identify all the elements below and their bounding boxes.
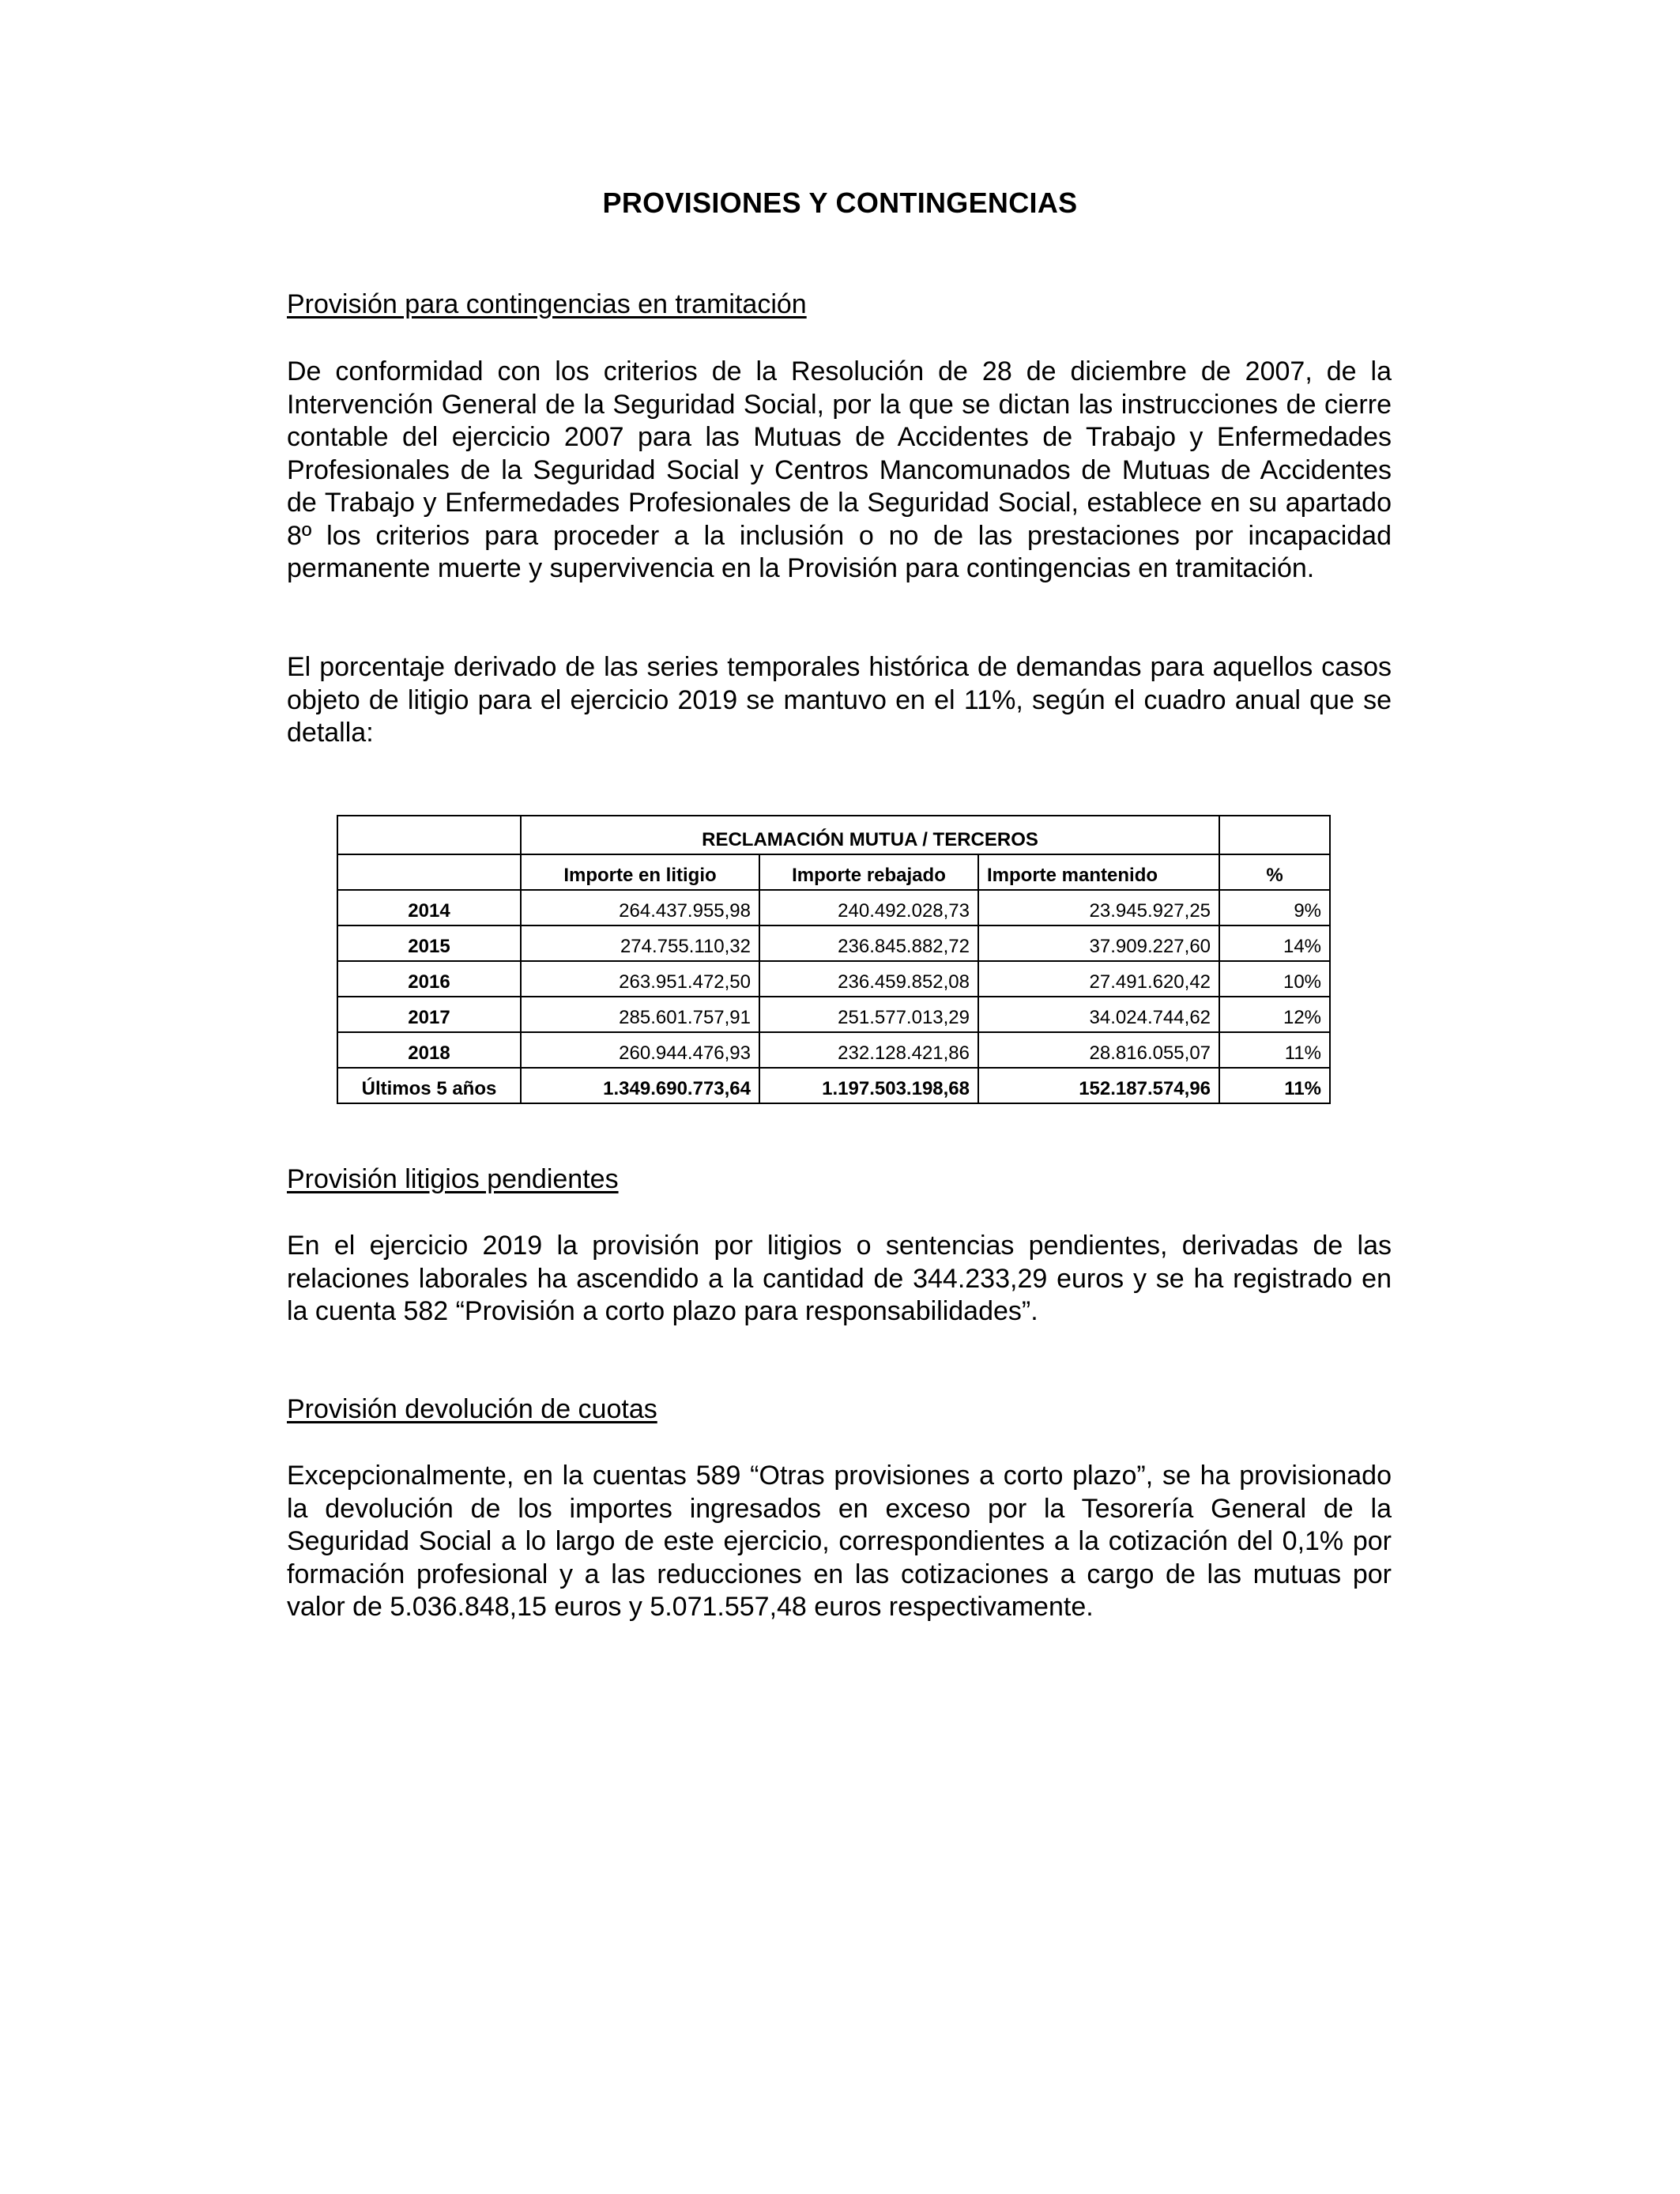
table-row bbox=[337, 1032, 1330, 1068]
section-heading-devolucion: Provisión devolución de cuotas bbox=[287, 1394, 657, 1424]
total-litigio: 1.349.690.773,64 bbox=[521, 1068, 759, 1103]
total-label: Últimos 5 años bbox=[337, 1068, 521, 1103]
cell-mantenido: 28.816.055,07 bbox=[978, 1032, 1219, 1068]
total-rebajado: 1.197.503.198,68 bbox=[759, 1068, 978, 1103]
cell-litigio: 264.437.955,98 bbox=[521, 890, 759, 925]
cell-mantenido: 37.909.227,60 bbox=[978, 925, 1219, 961]
cell-percent: 14% bbox=[1219, 925, 1330, 961]
cell-rebajado: 251.577.013,29 bbox=[759, 997, 978, 1032]
cell-litigio: 263.951.472,50 bbox=[521, 961, 759, 997]
table-row bbox=[337, 961, 1330, 997]
paragraph-litigios: En el ejercicio 2019 la provisión por litigios o sentencias pendientes, derivadas de las relaciones laborales ha ascendido a la cantidad de 344.233,29 euros y se ha registrado en la cuenta 582 “Provisión a corto plazo para responsabilidades”. bbox=[287, 1231, 1392, 1326]
cell-rebajado: 240.492.028,73 bbox=[759, 890, 978, 925]
row-year: 2014 bbox=[337, 890, 521, 925]
column-header-rebajado: Importe rebajado bbox=[759, 854, 978, 890]
cell-rebajado: 236.845.882,72 bbox=[759, 925, 978, 961]
cell-percent: 11% bbox=[1219, 1032, 1330, 1068]
reclamacion-table bbox=[337, 815, 1331, 1104]
table-empty-cell bbox=[1219, 816, 1330, 854]
total-mantenido: 152.187.574,96 bbox=[978, 1068, 1219, 1103]
table-column-header-row bbox=[337, 854, 1330, 890]
section-heading-contingencias: Provisión para contingencias en tramitación bbox=[287, 289, 807, 319]
table-row bbox=[337, 890, 1330, 925]
cell-litigio: 260.944.476,93 bbox=[521, 1032, 759, 1068]
table-corner-cell bbox=[337, 816, 521, 854]
cell-litigio: 285.601.757,91 bbox=[521, 997, 759, 1032]
row-year: 2017 bbox=[337, 997, 521, 1032]
column-header-litigio: Importe en litigio bbox=[521, 854, 759, 890]
row-year: 2016 bbox=[337, 961, 521, 997]
cell-litigio: 274.755.110,32 bbox=[521, 925, 759, 961]
group-header: RECLAMACIÓN MUTUA / TERCEROS bbox=[521, 816, 1219, 854]
cell-rebajado: 236.459.852,08 bbox=[759, 961, 978, 997]
paragraph-resolucion: De conformidad con los criterios de la Resolución de 28 de diciembre de 2007, de la Intervención General de la Seguridad Social, por la que se dictan las instrucciones de cierre contable del ejercicio 2007 para las Mutuas de Accidentes de Trabajo y Enfermedades Profesionales de la Seguridad Social y Centros Mancomunados de Mutuas de Accidentes de Trabajo y Enfermedades Profesionales de la Seguridad Social, establece en su apartado 8º los criterios para proceder a la inclusión o no de las prestaciones por incapacidad permanente muerte y supervivencia en la Provisión para contingencias en tramitación. bbox=[287, 356, 1392, 583]
column-header-mantenido: Importe mantenido bbox=[978, 854, 1219, 890]
page-title: PROVISIONES Y CONTINGENCIAS bbox=[602, 187, 1078, 219]
row-year: 2015 bbox=[337, 925, 521, 961]
table-row bbox=[337, 925, 1330, 961]
table-total-row bbox=[337, 1068, 1330, 1103]
cell-percent: 10% bbox=[1219, 961, 1330, 997]
cell-percent: 9% bbox=[1219, 890, 1330, 925]
paragraph-devolucion: Excepcionalmente, en la cuentas 589 “Otras provisiones a corto plazo”, se ha provisionado la devolución de los importes ingresados en exceso por la Tesorería General de la Seguridad Social a lo largo de este ejercicio, correspondientes a la cotización del 0,1% por formación profesional y a las reducciones en las cotizaciones a cargo de las mutuas por valor de 5.036.848,15 euros y 5.071.557,48 euros respectivamente. bbox=[287, 1461, 1392, 1622]
cell-mantenido: 34.024.744,62 bbox=[978, 997, 1219, 1032]
column-header-percent: % bbox=[1219, 854, 1330, 890]
total-percent: 11% bbox=[1219, 1068, 1330, 1103]
cell-mantenido: 27.491.620,42 bbox=[978, 961, 1219, 997]
table-row bbox=[337, 997, 1330, 1032]
paragraph-porcentaje: El porcentaje derivado de las series temporales histórica de demandas para aquellos casos objeto de litigio para el ejercicio 2019 se mantuvo en el 11%, según el cuadro anual que se detalla: bbox=[287, 652, 1392, 748]
table-corner-cell bbox=[337, 854, 521, 890]
cell-mantenido: 23.945.927,25 bbox=[978, 890, 1219, 925]
row-year: 2018 bbox=[337, 1032, 521, 1068]
cell-rebajado: 232.128.421,86 bbox=[759, 1032, 978, 1068]
section-heading-litigios: Provisión litigios pendientes bbox=[287, 1164, 619, 1194]
cell-percent: 12% bbox=[1219, 997, 1330, 1032]
table-group-header-row bbox=[337, 816, 1330, 854]
